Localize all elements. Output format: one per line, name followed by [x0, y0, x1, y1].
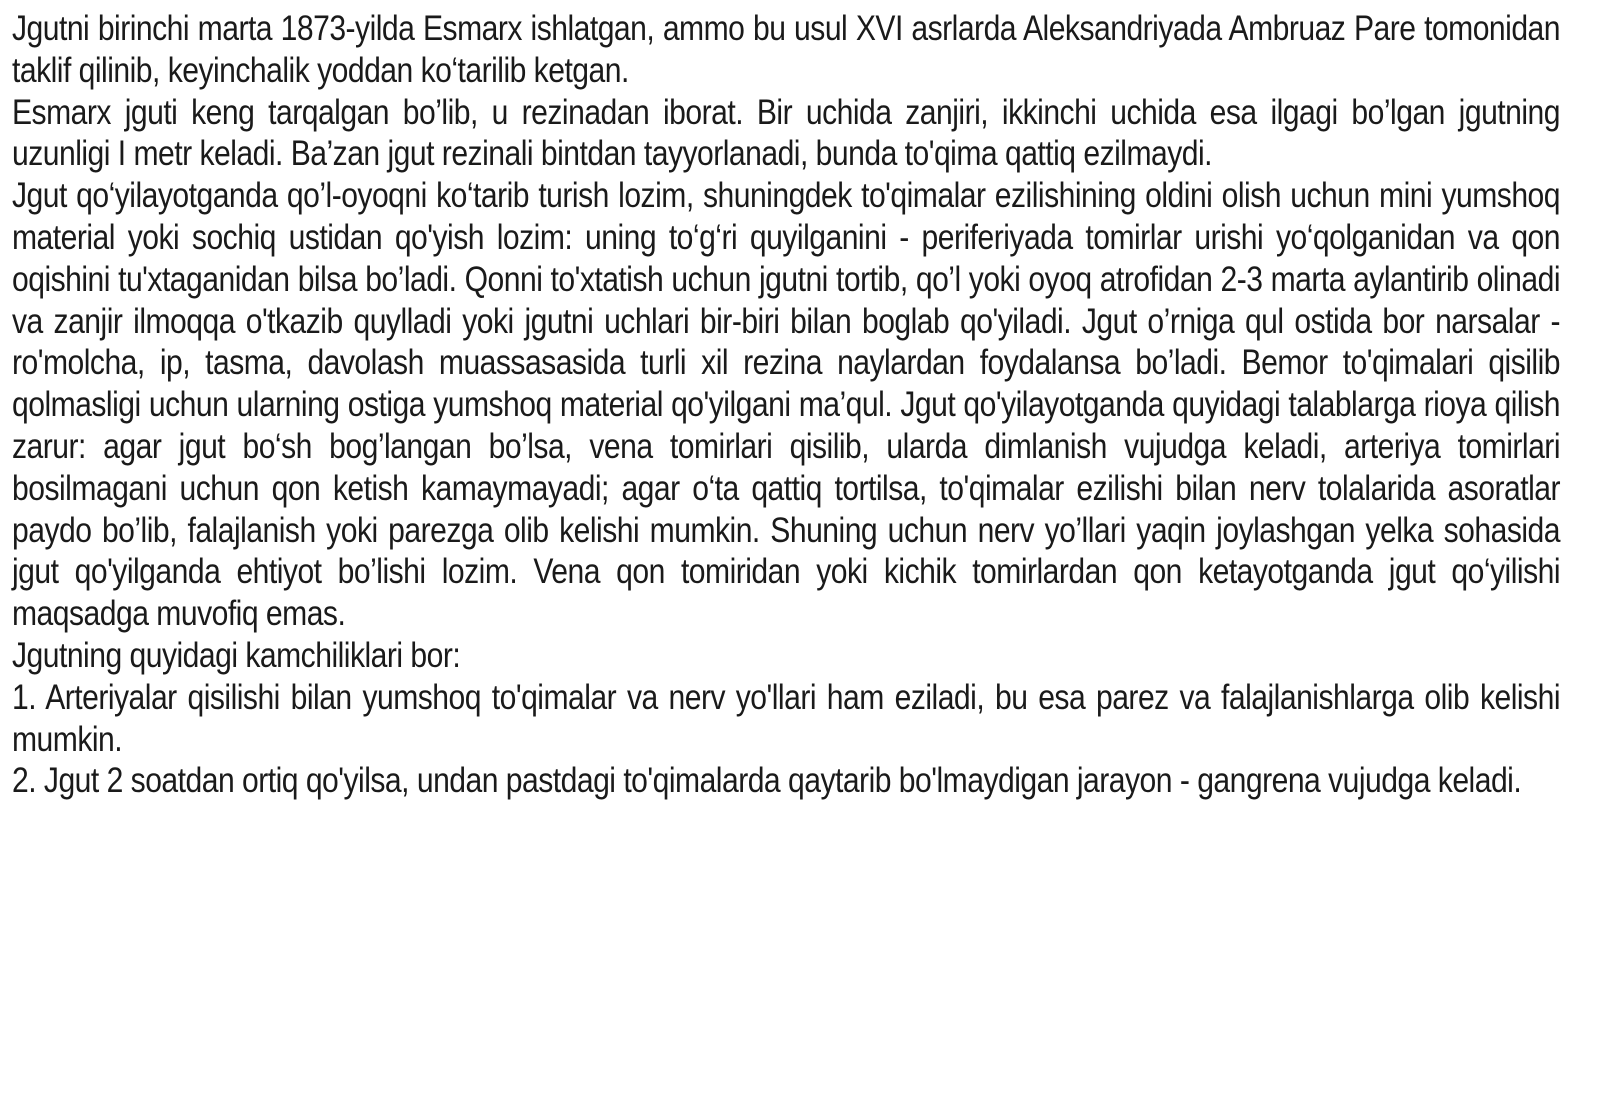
document-page [12, 8, 1560, 802]
list-item-drawback-1: 1. Arteriyalar qisilishi bilan yumshoq to'qimalar va nerv yo'llari ham eziladi, bu esa parez va falajlanishlarga olib kelishi mumkin. [12, 677, 1560, 759]
paragraph-history: Jgutni birinchi marta 1873-yilda Esmarx ishlatgan, ammo bu usul XVI asrlarda Aleksandriyada Ambruaz Pare tomonidan taklif qilinib, keyinchalik yoddan ko‘tarilib ketgan. [12, 9, 1560, 90]
paragraph-esmarch-tourniquet: Esmarx jguti keng tarqalgan bo’lib, u rezinadan iborat. Bir uchida zanjiri, ikkinchi uchida esa ilgagi bo’lgan jgutning uzunligi I metr keladi. Ba’zan jgut rezinali bintdan tayyorlanadi, bunda to'qima qattiq ezilmaydi. [12, 92, 1560, 174]
paragraph-application-rules: Jgut qo‘yilayotganda qo’l-oyoqni ko‘tarib turish lozim, shuningdek to'qimalar ezilishining oldini olish uchun mini yumshoq material yoki sochiq ustidan qo'yish lozim: uning to‘g‘ri quyilganini - periferiyada tomirlar urishi yo‘qolganidan va qon oqishini tu'xtaganidan bilsa bo’ladi. Qonni to'xtatish uchun jgutni tortib, qo’l yoki oyoq atrofidan 2-3 marta aylantirib olinadi va zanjir ilmoqqa o'tkazib quylladi yoki jgutni uchlari bir-biri bilan boglab qo'yiladi. Jgut o’rniga qul ostida bor narsalar - ro'molcha, ip, tasma, davolash muassasasida turli xil rezina naylardan foydalansa bo’ladi. Bemor to'qimalari qisilib qolmasligi uchun ularning ostiga yumshoq material qo'yilgani ma’qul. Jgut qo'yilayotganda quyidagi talablarga rioya qilish zarur: agar jgut bo‘sh bog’langan bo’lsa, vena tomirlari qisilib, ularda dimlanish vujudga keladi, arteriya tomirlari bosilmagani uchun qon ketish kamaymayadi; agar o‘ta qattiq tortilsa, to'qimalar ezilishi bilan nerv tolalarida asoratlar paydo bo’lib, falajlanish yoki parezga olib kelishi mumkin. Shuning uchun nerv yo’llari yaqin joylashgan yelka sohasida jgut qo'yilganda ehtiyot bo’lishi lozim. Vena qon tomiridan yoki kichik tomirlardan qon ketayotganda jgut qo‘yilishi maqsadga muvofiq emas. [12, 176, 1560, 634]
paragraph-drawbacks-heading: Jgutning quyidagi kamchiliklari bor: [12, 635, 461, 675]
list-item-drawback-2: 2. Jgut 2 soatdan ortiq qo'yilsa, undan pastdagi to'qimalarda qaytarib bo'lmaydigan jarayon - gangrena vujudga keladi. [12, 761, 1522, 801]
